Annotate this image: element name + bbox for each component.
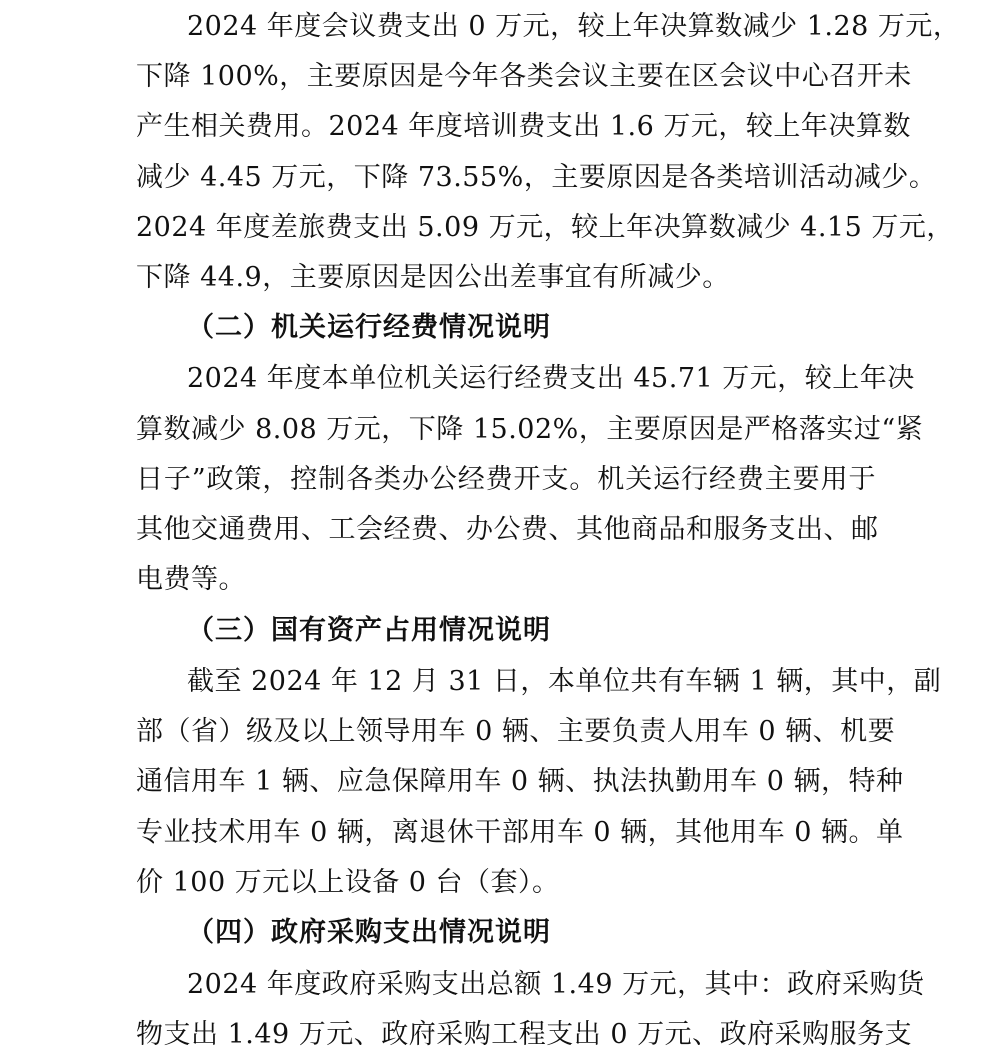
paragraph-line: 日子”政策，控制各类办公经费开支。机关运行经费主要用于 [136, 464, 876, 495]
section-heading: （二）机关运行经费情况说明 [187, 312, 551, 343]
section-heading: （三）国有资产占用情况说明 [187, 615, 551, 646]
paragraph-line: 其他交通费用、工会经费、办公费、其他商品和服务支出、邮 [136, 514, 879, 545]
paragraph-line: 减少 4.45 万元，下降 73.55%，主要原因是各类培训活动减少。 [136, 162, 937, 193]
paragraph-line: 专业技术用车 0 辆，离退休干部用车 0 辆，其他用车 0 辆。单 [136, 817, 904, 848]
paragraph-line: 算数减少 8.08 万元，下降 15.02%，主要原因是严格落实过“紧 [136, 414, 924, 445]
paragraph-line: 产生相关费用。2024 年度培训费支出 1.6 万元，较上年决算数 [136, 111, 911, 142]
paragraph-line: 物支出 1.49 万元、政府采购工程支出 0 万元、政府采购服务支 [136, 1019, 913, 1050]
paragraph-line: 电费等。 [136, 564, 246, 595]
paragraph-line: 通信用车 1 辆、应急保障用车 0 辆、执法执勤用车 0 辆，特种 [136, 766, 904, 797]
paragraph-line: 价 100 万元以上设备 0 台（套）。 [136, 867, 560, 898]
paragraph-line: 下降 44.9，主要原因是因公出差事宜有所减少。 [136, 262, 730, 293]
paragraph-line: 2024 年度会议费支出 0 万元，较上年决算数减少 1.28 万元， [187, 11, 961, 42]
paragraph-line: 部（省）级及以上领导用车 0 辆、主要负责人用车 0 辆、机要 [136, 716, 896, 747]
paragraph-line: 2024 年度差旅费支出 5.09 万元，较上年决算数减少 4.15 万元， [136, 212, 954, 243]
paragraph-line: 2024 年度本单位机关运行经费支出 45.71 万元，较上年决 [187, 363, 915, 394]
paragraph-line: 下降 100%，主要原因是今年各类会议主要在区会议中心召开未 [136, 61, 912, 92]
paragraph-line: 2024 年度政府采购支出总额 1.49 万元，其中：政府采购货 [187, 969, 925, 1000]
section-heading: （四）政府采购支出情况说明 [187, 917, 551, 948]
paragraph-line: 截至 2024 年 12 月 31 日，本单位共有车辆 1 辆，其中，副 [187, 666, 942, 697]
